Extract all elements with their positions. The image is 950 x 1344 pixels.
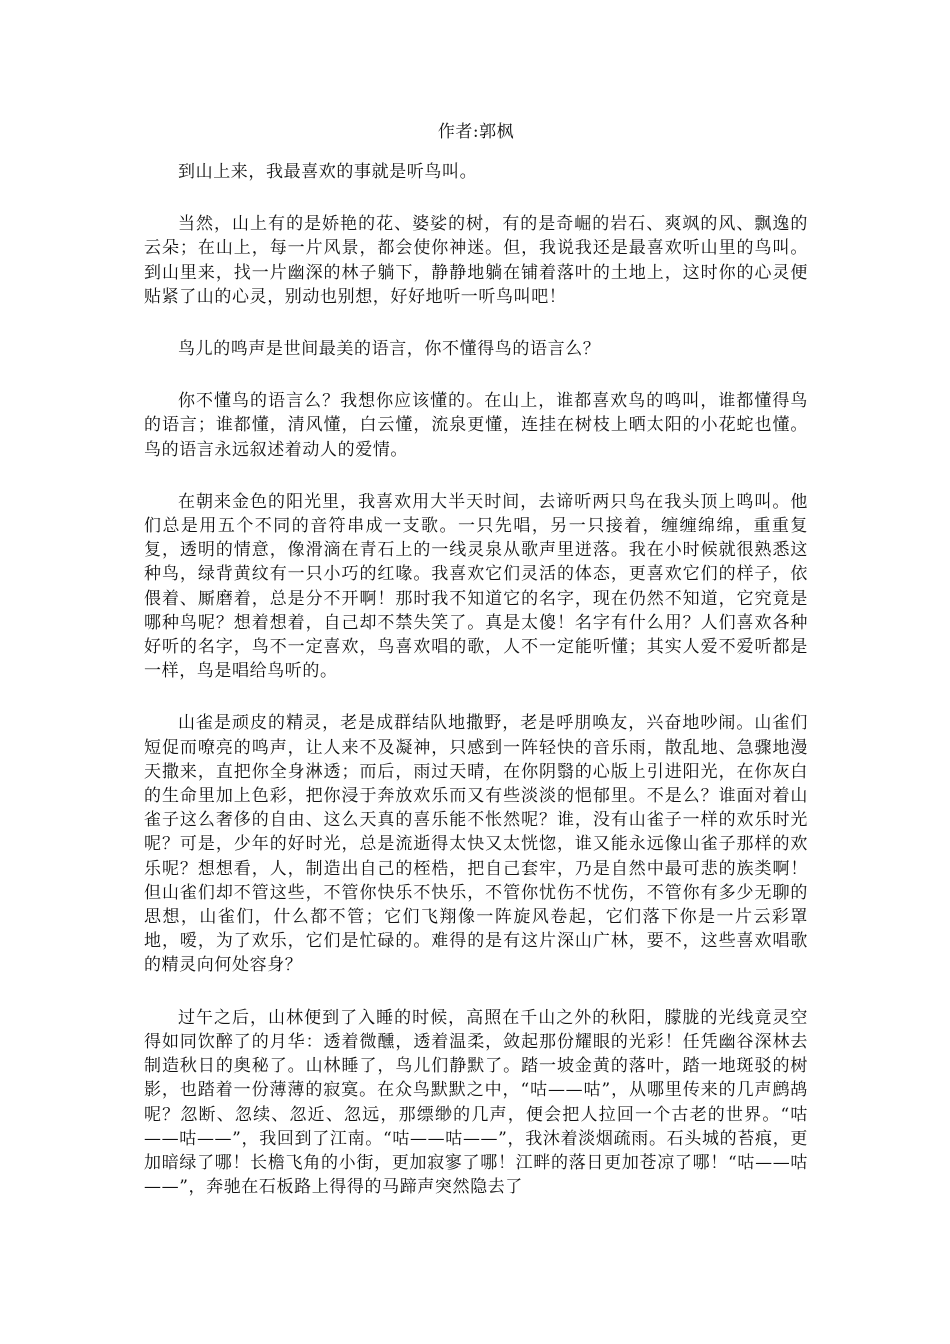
paragraph-3: 鸟儿的鸣声是世间最美的语言，你不懂得鸟的语言么？ — [178, 339, 601, 360]
paragraph-6: 山雀是顽皮的精灵，老是成群结队地撒野，老是呼朋唤友，兴奋地吵闹。山雀们短促而嘹亮的鸣声，让人来不及凝神，只感到一阵轻快的音乐雨，散乱地、急骤地漫天撒来，直把你全身淋透；而后，雨过天晴，在你阴翳的心版上引进阳光，在你灰白的生命里加上色彩，把你浸于奔放欢乐而又有些淡淡的悒郁里。不是么？谁面对着山雀子这么奢侈的自由、这么天真的喜乐能不怅然呢？谁，没有山雀子一样的欢乐时光呢？可是，少年的好时光，总是流逝得太快又太恍惚，谁又能永远像山雀子那样的欢乐呢？想想看，人，制造出自己的桎梏，把自己套牢，乃是自然中最可悲的族类啊！但山雀们却不管这些，不管你快乐不快乐，不管你忧伤不忧伤，不管你有多少无聊的思想，山雀们，什么都不管；它们飞翔像一阵旋风卷起，它们落下你是一片云彩罩地，嗳，为了欢乐，它们是忙碌的。难得的是有这片深山广林，要不，这些喜欢唱歌的精灵向何处容身？ — [144, 713, 808, 976]
paragraph-7: 过午之后，山林便到了入睡的时候，高照在千山之外的秋阳，朦胧的光线竟灵空得如同饮醉了的月华：透着微醺，透着温柔，敛起那份耀眼的光彩！任凭幽谷深林去制造秋日的奥秘了。山林睡了，鸟儿们静默了。踏一坡金黄的落叶，踏一地斑驳的树影，也踏着一份薄薄的寂寞。在众鸟默默之中，“咕——咕”，从哪里传来的几声鹧鸪呢？忽断、忽续、忽近、忽远，那缥缈的几声，便会把人拉回一个古老的世界。“咕——咕——”，我回到了江南。“咕——咕——”，我沐着淡烟疏雨。石头城的苔痕，更加暗绿了哪！长檐飞角的小街，更加寂寥了哪！江畔的落日更加苍凉了哪！“咕——咕——”，奔驰在石板路上得得的马蹄声突然隐去了 — [144, 1007, 808, 1198]
paragraph-5: 在朝来金色的阳光里，我喜欢用大半天时间，去谛听两只鸟在我头顶上鸣叫。他们总是用五个不同的音符串成一支歌。一只先唱，另一只接着，缠缠绵绵，重重复复，透明的情意，像滑滴在青石上的一线灵泉从歌声里迸落。我在小时候就很熟悉这种鸟，绿背黄纹有一只小巧的红喙。我喜欢它们灵活的体态，更喜欢它们的样子，依偎着、厮磨着，总是分不开啊！那时我不知道它的名字，现在仍然不知道，它究竟是哪种鸟呢？想着想着，自己却不禁失笑了。真是太傻！名字有什么用？人们喜欢各种好听的名字，鸟不一定喜欢，鸟喜欢唱的歌，人不一定能听懂；其实人爱不爱听都是一样，鸟是唱给鸟听的。 — [144, 491, 808, 682]
author-line: 作者:郭枫 — [437, 122, 515, 142]
paragraph-4: 你不懂鸟的语言么？我想你应该懂的。在山上，谁都喜欢鸟的鸣叫，谁都懂得鸟的语言；谁都懂，清风懂，白云懂，流泉更懂，连挂在树枝上晒太阳的小花蛇也懂。鸟的语言永远叙述着动人的爱情。 — [144, 391, 808, 460]
article-page — [144, 120, 808, 1227]
paragraph-2: 当然，山上有的是娇艳的花、婆娑的树，有的是奇崛的岩石、爽飒的风、飘逸的云朵；在山上，每一片风景，都会使你神迷。但，我说我还是最喜欢听山里的鸟叫。到山里来，找一片幽深的林子躺下，静静地躺在铺着落叶的土地上，这时你的心灵便贴紧了山的心灵，别动也别想，好好地听一听鸟叫吧！ — [144, 214, 808, 307]
paragraph-1: 到山上来，我最喜欢的事就是听鸟叫。 — [178, 162, 478, 182]
